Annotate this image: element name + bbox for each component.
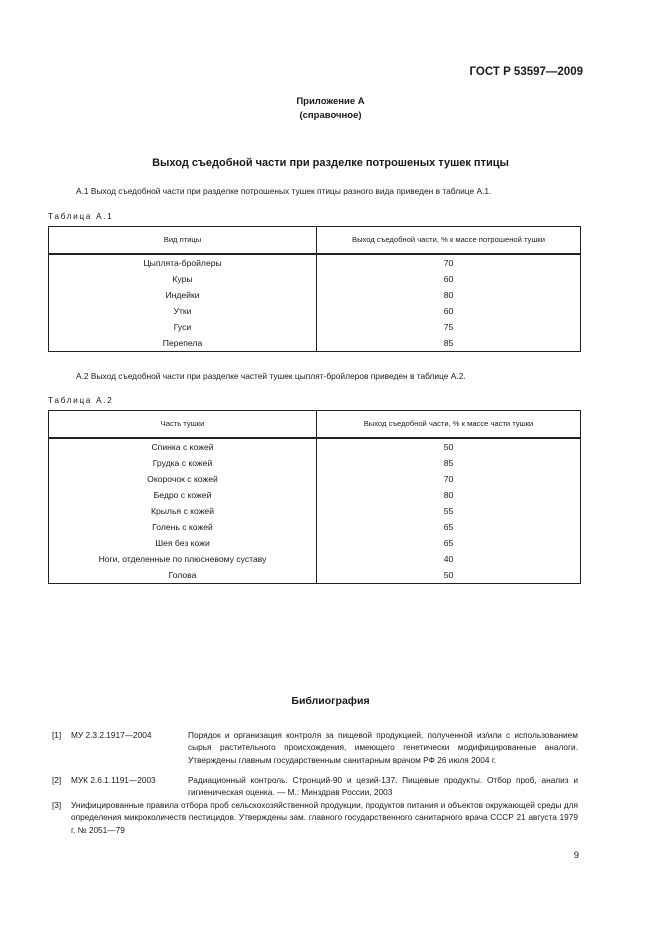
cell-value: 80 — [317, 487, 581, 503]
table-row — [49, 487, 581, 503]
table-row — [49, 519, 581, 535]
cell-value: 70 — [317, 254, 581, 271]
cell-value: 65 — [317, 519, 581, 535]
table2-header-col1: Часть тушки — [49, 411, 317, 439]
table2-header-col2: Выход съедобной части, % к массе части тушки — [317, 411, 581, 439]
appendix-subtitle: (справочное) — [299, 110, 362, 121]
paragraph-a1: А.1 Выход съедобной части при разделке потрошеных тушек птицы разного вида приведен в таблице А.1. — [76, 186, 492, 196]
document-number: ГОСТ Р 53597—2009 — [469, 66, 583, 78]
table1-header-col2: Выход съедобной части, % к массе потрошеной тушки — [317, 227, 581, 255]
table-row — [49, 303, 581, 319]
cell-value: 65 — [317, 535, 581, 551]
cell-part: Гуси — [49, 319, 317, 335]
appendix-heading — [0, 95, 661, 123]
bibliography-title: Библиография — [291, 695, 370, 707]
appendix-title: Приложение А — [296, 96, 365, 107]
table-row — [49, 271, 581, 287]
cell-value: 70 — [317, 471, 581, 487]
cell-value: 75 — [317, 319, 581, 335]
cell-part: Шея без кожи — [49, 535, 317, 551]
paragraph-a2: А.2 Выход съедобной части при разделке частей тушек цыплят-бройлеров приведен в таблице А.2. — [76, 371, 466, 381]
cell-part: Ноги, отделенные по плюсневому суставу — [49, 551, 317, 567]
bib-entry-3-text: Унифицированные правила отбора проб сельскохозяйственной продукции, продуктов питания и объектов окружающей среды для определения микроколичеств пестицидов. Утверждены зам. главного государственного санитарного врача СССР 21 августа 1979 г. № 2051—79 — [71, 800, 578, 835]
cell-value: 50 — [317, 438, 581, 455]
cell-part: Крылья с кожей — [49, 503, 317, 519]
cell-part: Куры — [49, 271, 317, 287]
table-row — [49, 438, 581, 455]
table-row — [49, 319, 581, 335]
cell-part: Голень с кожей — [49, 519, 317, 535]
cell-value: 55 — [317, 503, 581, 519]
table-row — [49, 551, 581, 567]
cell-value: 40 — [317, 551, 581, 567]
table1-header-col1: Вид птицы — [49, 227, 317, 255]
table1-caption: Таблица А.1 — [48, 211, 114, 221]
cell-part: Окорочок с кожей — [49, 471, 317, 487]
table-row — [49, 287, 581, 303]
table-row — [49, 535, 581, 551]
table-row — [49, 254, 581, 271]
cell-value: 60 — [317, 303, 581, 319]
cell-value: 85 — [317, 455, 581, 471]
cell-value: 60 — [317, 271, 581, 287]
page-number: 9 — [573, 850, 579, 861]
cell-part: Цыплята-бройлеры — [49, 254, 317, 271]
table-row — [49, 567, 581, 584]
cell-part: Голова — [49, 567, 317, 584]
table-row — [49, 455, 581, 471]
cell-value: 50 — [317, 567, 581, 584]
table2-caption: Таблица А.2 — [48, 395, 114, 405]
bib-entry-2-code: МУК 2.6.1.1191—2003 — [71, 775, 156, 785]
table-row — [49, 335, 581, 352]
cell-part: Утки — [49, 303, 317, 319]
cell-part: Индейки — [49, 287, 317, 303]
cell-value: 80 — [317, 287, 581, 303]
cell-value: 85 — [317, 335, 581, 352]
cell-part: Перепела — [49, 335, 317, 352]
bib-entry-3-number: [3] — [52, 800, 62, 810]
bib-entry-1-number: [1] — [52, 730, 62, 740]
bib-entry-2-number: [2] — [52, 775, 62, 785]
cell-part: Бедро с кожей — [49, 487, 317, 503]
bib-entry-1-code: МУ 2.3.2.1917—2004 — [71, 730, 152, 740]
table-a2 — [48, 410, 581, 584]
section-title: Выход съедобной части при разделке потрошеных тушек птицы — [152, 157, 509, 169]
cell-part: Грудка с кожей — [49, 455, 317, 471]
table-row — [49, 471, 581, 487]
bib-entry-2-text: Радиационный контроль. Стронций-90 и цезий-137. Пищевые продукты. Отбор проб, анализ и гигиеническая оценка. — М.: Минздрав России, 2003 — [188, 775, 578, 798]
table-a1 — [48, 226, 581, 352]
cell-part: Спинка с кожей — [49, 438, 317, 455]
bib-entry-1-text: Порядок и организация контроля за пищевой продукцией, полученной из/или с использованием сырья растительного происхождения, имеющего генетически модифицированные аналоги. Утверждены главным государственным санитарным врачом РФ 26 июля 2004 г. — [188, 730, 578, 765]
table-row — [49, 503, 581, 519]
